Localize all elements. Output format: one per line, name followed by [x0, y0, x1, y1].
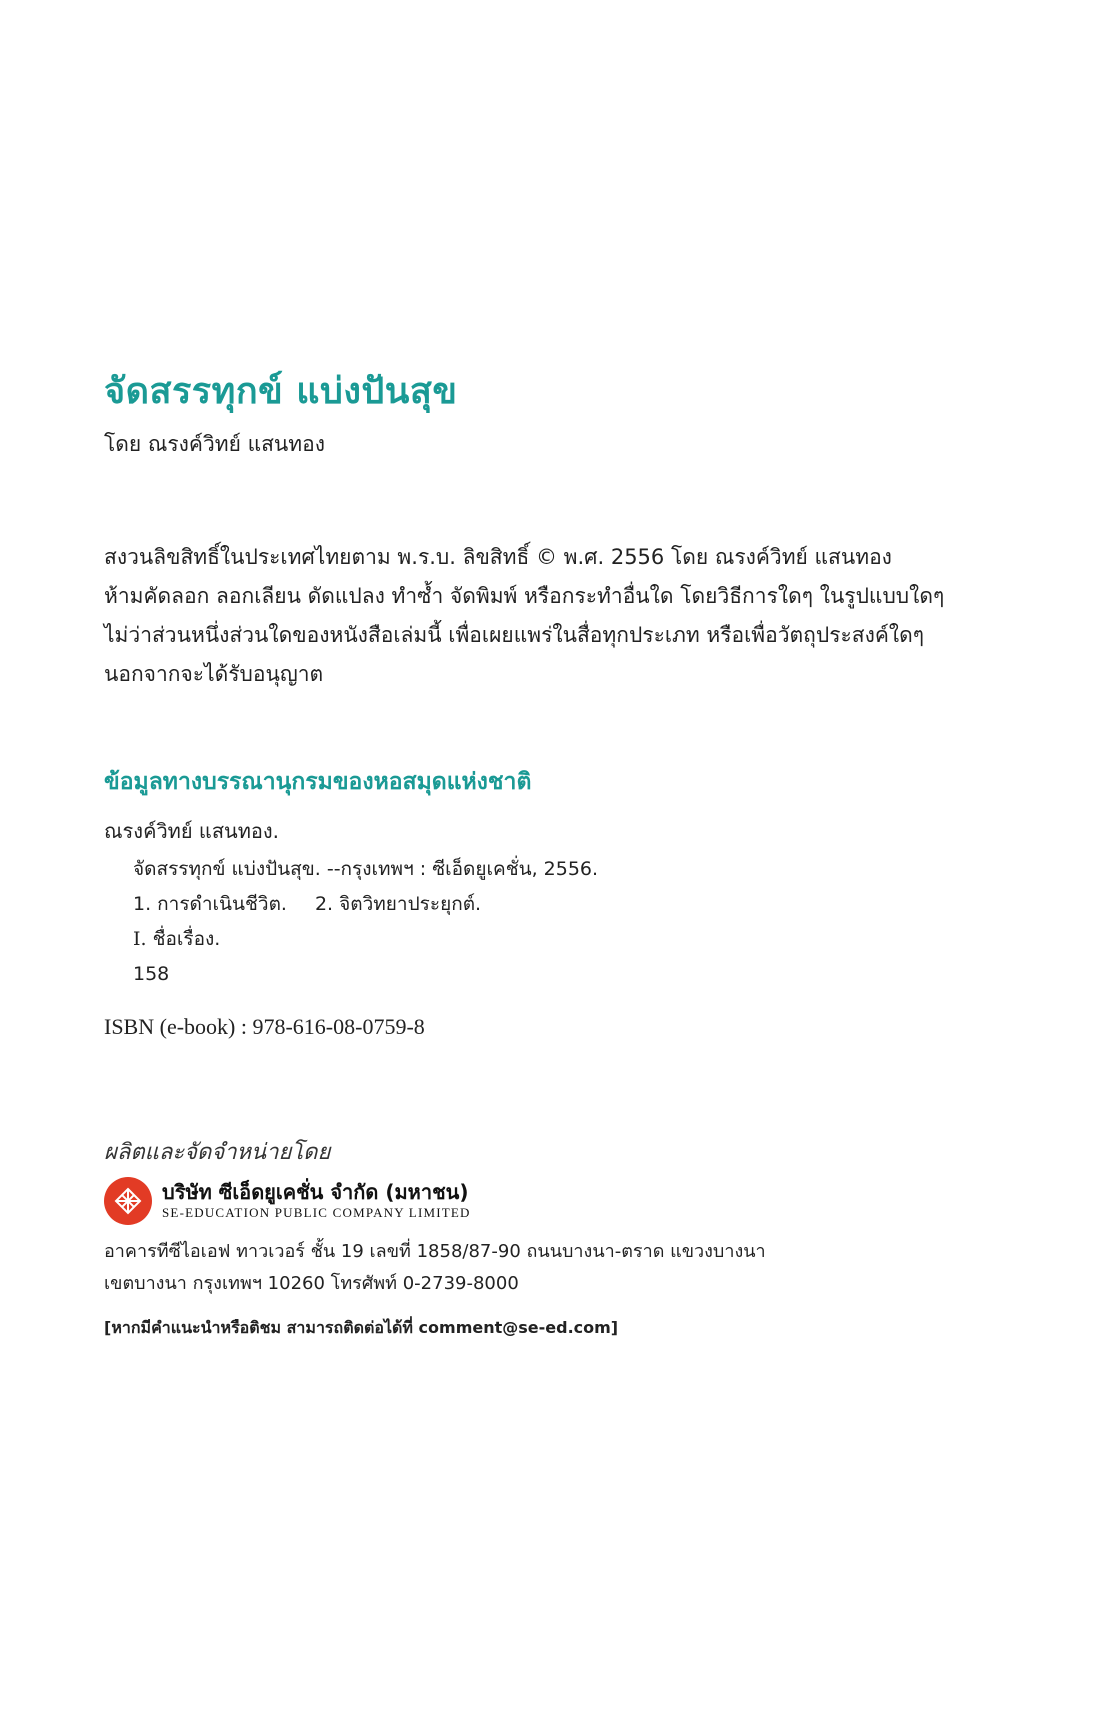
copyright-line: ห้ามคัดลอก ลอกเลียน ดัดแปลง ทำซ้ำ จัดพิมพ์ หรือกระทำอื่นใด โดยวิธีการใดๆ ในรูปแบบใดๆ — [104, 584, 945, 608]
cip-class-number: 158 — [133, 963, 170, 985]
cip-author: ณรงค์วิทย์ แสนทอง. — [104, 819, 280, 843]
cip-entry — [133, 852, 598, 992]
cip-roman-text: ชื่อเรื่อง. — [146, 928, 221, 950]
copyright-line: สงวนลิขสิทธิ์ในประเทศไทยตาม พ.ร.บ. ลิขสิทธิ์ © พ.ศ. 2556 โดย ณรงค์วิทย์ แสนทอง — [104, 545, 892, 569]
book-title: จัดสรรทุกข์ แบ่งปันสุข — [104, 371, 458, 412]
publisher-address — [104, 1236, 766, 1300]
address-line: เขตบางนา กรุงเทพฯ 10260 โทรศัพท์ 0-2739-8000 — [104, 1273, 519, 1294]
se-ed-logo-icon — [104, 1177, 152, 1225]
copyright-line: นอกจากจะได้รับอนุญาต — [104, 662, 324, 686]
author-byline: โดย ณรงค์วิทย์ แสนทอง — [104, 432, 325, 456]
publisher-names — [162, 1180, 471, 1222]
cip-title-entry — [133, 922, 598, 957]
publisher-name-thai: บริษัท ซีเอ็ดยูเคชั่น จำกัด (มหาชน) — [162, 1180, 469, 1204]
publisher-name-english: SE-EDUCATION PUBLIC COMPANY LIMITED — [162, 1205, 471, 1220]
copyright-notice — [104, 538, 1004, 694]
publisher-block — [104, 1175, 471, 1227]
address-line: อาคารทีซีไอเอฟ ทาวเวอร์ ชั้น 19 เลขที่ 1858/87-90 ถนนบางนา-ตราด แขวงบางนา — [104, 1241, 766, 1262]
cip-subjects — [133, 887, 598, 922]
producer-label: ผลิตและจัดจำหน่ายโดย — [104, 1140, 331, 1165]
isbn: ISBN (e-book) : 978-616-08-0759-8 — [104, 1014, 425, 1039]
cip-subject: 1. การดำเนินชีวิต. — [133, 893, 287, 915]
cip-roman-label: I. — [133, 928, 147, 950]
copyright-line: ไม่ว่าส่วนหนึ่งส่วนใดของหนังสือเล่มนี้ เพื่อเผยแพร่ในสื่อทุกประเภท หรือเพื่อวัตถุประสงค์ใดๆ — [104, 623, 925, 647]
cip-heading: ข้อมูลทางบรรณานุกรมของหอสมุดแห่งชาติ — [104, 769, 532, 795]
cip-subject: 2. จิตวิทยาประยุกต์. — [314, 893, 482, 915]
cip-title-line: จัดสรรทุกข์ แบ่งปันสุข. --กรุงเทพฯ : ซีเอ็ดยูเคชั่น, 2556. — [133, 858, 599, 880]
contact-note: [หากมีคำแนะนำหรือติชม สามารถติดต่อได้ที่ comment@se-ed.com] — [104, 1318, 619, 1337]
